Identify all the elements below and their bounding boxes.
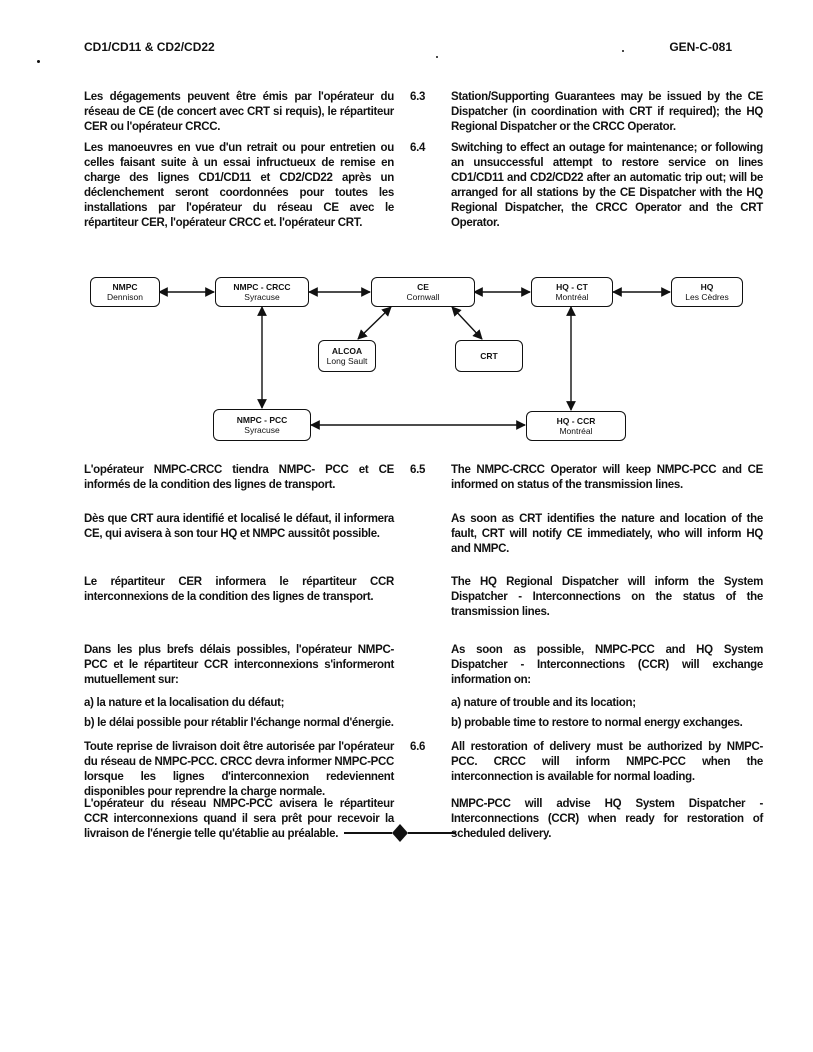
node-nmpc-crcc xyxy=(215,277,309,307)
node-ce-cornwall xyxy=(371,277,475,307)
section-6-6-english: All restoration of delivery must be authorized by NMPC-PCC. CRCC will inform NMPC-PCC when the interconnection is available for normal loading. xyxy=(451,741,763,783)
delivery-ready-french: L'opérateur du réseau NMPC-PCC avisera le répartiteur CCR interconnexions quand il sera prêt pour recevoir la livraison de l'énergie telle qu'établie au préalable. xyxy=(84,798,394,840)
node-location: Dennison xyxy=(107,292,143,302)
node-nmpc-pcc xyxy=(213,409,311,441)
cer-inform-french: Le répartiteur CER informera le répartiteur CCR interconnexions de la condition des lignes de transport. xyxy=(84,576,394,603)
node-location: Montréal xyxy=(555,292,589,302)
node-nmpc-dennison xyxy=(90,277,160,307)
section-end-ornament xyxy=(342,823,458,843)
header-lines-label: CD1/CD11 & CD2/CD22 xyxy=(84,40,215,54)
item-b-english: b) probable time to restore to normal energy exchanges. xyxy=(451,717,743,729)
item-a-french: a) la nature et la localisation du défaut; xyxy=(84,697,285,709)
crt-fault-english: As soon as CRT identifies the nature and location of the fault, CRT will notify CE immediately, who will inform HQ and NMPC. xyxy=(451,513,763,555)
node-label: CE xyxy=(417,282,429,292)
section-6-5-number: 6.5 xyxy=(410,464,426,476)
node-label: HQ - CCR xyxy=(556,416,596,426)
node-hq-ccr xyxy=(526,411,626,441)
link-ce-crt xyxy=(452,307,482,339)
section-6-3-number: 6.3 xyxy=(410,91,426,103)
node-location: Syracuse xyxy=(244,425,280,435)
section-6-4-number: 6.4 xyxy=(410,142,426,154)
section-6-6-number: 6.6 xyxy=(410,741,426,753)
node-label: NMPC xyxy=(112,282,138,292)
node-location: Syracuse xyxy=(244,292,280,302)
node-location: Montréal xyxy=(559,426,593,436)
header-document-code: GEN-C-081 xyxy=(669,40,732,54)
cer-inform-english: The HQ Regional Dispatcher will inform the System Dispatcher - Interconnections on the status of the transmission lines. xyxy=(451,576,763,618)
section-6-6-french: Toute reprise de livraison doit être autorisée par l'opérateur du réseau de NMPC-PCC. CRCC devra informer NMPC-PCC lorsque les lignes d'interconnexion redeviennent disponibles pour reprendre la charge normale. xyxy=(84,741,394,798)
link-ce-alcoa xyxy=(358,307,391,339)
node-label: NMPC - CRCC xyxy=(233,282,291,292)
section-6-4-english: Switching to effect an outage for maintenance; or following an unsuccessful attempt to restore service on lines CD1/CD11 and CD2/CD22 after an automatic trip out; will be arranged for all stations by the CE Dispatcher with the HQ Regional Dispatcher, the CRCC Operator and the CRT Operator. xyxy=(451,142,763,229)
item-a-english: a) nature of trouble and its location; xyxy=(451,697,636,709)
section-6-3-french: Les dégagements peuvent être émis par l'opérateur du réseau de CE (de concert avec CRT si requis), le répartiteur CER ou l'opérateur CRCC. xyxy=(84,91,394,133)
node-label: CRT xyxy=(480,351,498,361)
node-label: ALCOA xyxy=(331,346,363,356)
node-location: Cornwall xyxy=(406,292,440,302)
node-location: Les Cèdres xyxy=(685,292,729,302)
section-6-3-english: Station/Supporting Guarantees may be issued by the CE Dispatcher (in coordination with CRT if required); the HQ Regional Dispatcher or the CRCC Operator. xyxy=(451,91,763,133)
item-b-french: b) le délai possible pour rétablir l'échange normal d'énergie. xyxy=(84,717,394,729)
node-hq-les-cedres xyxy=(671,277,743,307)
node-alcoa xyxy=(318,340,376,372)
node-label: HQ xyxy=(700,282,714,292)
delivery-ready-english: NMPC-PCC will advise HQ System Dispatcher - Interconnections (CCR) when ready for restoration of scheduled delivery. xyxy=(451,798,763,840)
node-crt xyxy=(455,340,523,372)
exchange-info-english: As soon as possible, NMPC-PCC and HQ System Dispatcher - Interconnections (CCR) will exchange information on: xyxy=(451,644,763,686)
exchange-info-french: Dans les plus brefs délais possibles, l'opérateur NMPC-PCC et le répartiteur CCR interconnexions s'informeront mutuellement sur: xyxy=(84,644,394,686)
node-label: NMPC - PCC xyxy=(236,415,288,425)
node-location: Long Sault xyxy=(326,356,368,366)
section-6-4-french: Les manoeuvres en vue d'un retrait ou pour entretien ou celles faisant suite à un essai infructueux de remise en charge des lignes CD1/CD11 et CD2/CD22 après un déclenchement seront coordonnées pour toutes les installations par l'opérateur du réseau CE avec le répartiteur CER, l'opérateur CRCC et. l'opérateur CRT. xyxy=(84,142,394,229)
section-6-5-french: L'opérateur NMPC-CRCC tiendra NMPC- PCC et CE informés de la condition des lignes de transport. xyxy=(84,464,394,491)
node-label: HQ - CT xyxy=(556,282,588,292)
crt-fault-french: Dès que CRT aura identifié et localisé le défaut, il informera CE, qui avisera à son tour HQ et NMPC aussitôt possible. xyxy=(84,513,394,540)
section-6-5-english: The NMPC-CRCC Operator will keep NMPC-PCC and CE informed on status of the transmission lines. xyxy=(451,464,763,491)
node-hq-ct xyxy=(531,277,613,307)
